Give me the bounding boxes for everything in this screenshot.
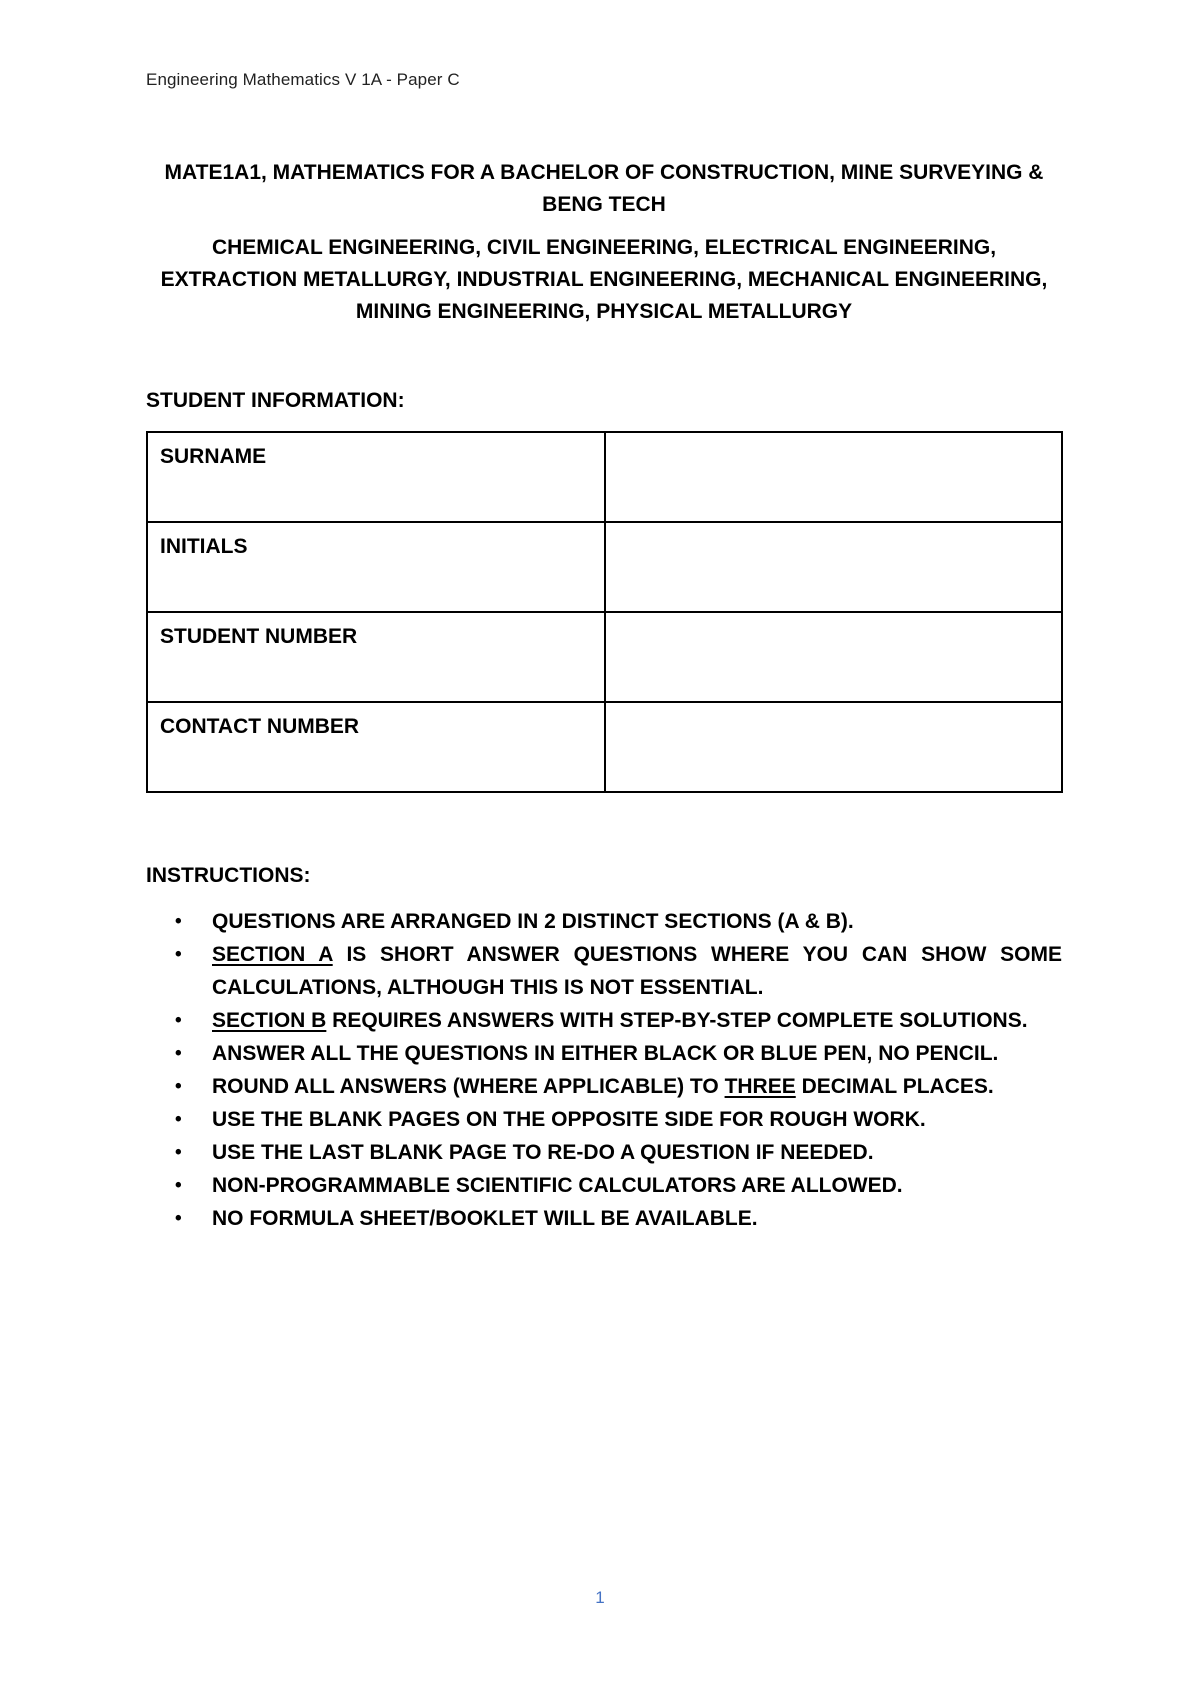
contact-number-field[interactable] [605,702,1062,792]
list-item [146,938,1062,1004]
bullet-icon: • [175,944,182,965]
student-info-heading: STUDENT INFORMATION: [146,389,405,412]
course-title: MATE1A1, MATHEMATICS FOR A BACHELOR OF CONSTRUCTION, MINE SURVEYING & BENG TECH [164,161,1044,216]
table-row [147,432,1062,522]
bullet-icon: • [175,1076,182,1097]
table-row [147,522,1062,612]
contact-number-label: CONTACT NUMBER [147,702,605,792]
initials-field[interactable] [605,522,1062,612]
instruction-text: IS SHORT ANSWER QUESTIONS WHERE YOU CAN SHOW SOME CALCULATIONS, ALTHOUGH THIS IS NOT ESSENTIAL. [212,943,1062,999]
list-item [146,1004,1062,1037]
instructions-list [146,905,1062,1235]
instruction-text: USE THE LAST BLANK PAGE TO RE-DO A QUESTION IF NEEDED. [212,1141,874,1164]
instruction-text: NO FORMULA SHEET/BOOKLET WILL BE AVAILABLE. [212,1207,758,1230]
bullet-icon: • [175,1175,182,1196]
instructions-heading: INSTRUCTIONS: [146,864,311,887]
bullet-icon: • [175,1043,182,1064]
bullet-icon: • [175,1142,182,1163]
instruction-text: QUESTIONS ARE ARRANGED IN 2 DISTINCT SECTIONS (A & B). [212,910,854,933]
instruction-text: USE THE BLANK PAGES ON THE OPPOSITE SIDE FOR ROUGH WORK. [212,1108,926,1131]
list-item [146,1136,1062,1169]
instruction-text: NON-PROGRAMMABLE SCIENTIFIC CALCULATORS ARE ALLOWED. [212,1174,903,1197]
list-item [146,1037,1062,1070]
student-info-table [146,431,1063,793]
programs-list: CHEMICAL ENGINEERING, CIVIL ENGINEERING, ELECTRICAL ENGINEERING, EXTRACTION METALLURGY, INDUSTRIAL ENGINEERING, MECHANICAL ENGINEERING, MINING ENGINEERING, PHYSICAL METALLURGY [160,236,1048,323]
table-row [147,612,1062,702]
instruction-text: ANSWER ALL THE QUESTIONS IN EITHER BLACK OR BLUE PEN, NO PENCIL. [212,1042,999,1065]
bullet-icon: • [175,1109,182,1130]
surname-field[interactable] [605,432,1062,522]
list-item [146,1103,1062,1136]
instruction-text: DECIMAL PLACES. [795,1075,994,1098]
section-a-label: SECTION A [212,943,333,966]
bullet-icon: • [175,1208,182,1229]
list-item [146,1070,1062,1103]
bullet-icon: • [175,911,182,932]
page-number: 1 [595,1588,605,1607]
running-header: Engineering Mathematics V 1A - Paper C [146,70,460,89]
section-b-label: SECTION B [212,1009,327,1032]
bullet-icon: • [175,1010,182,1031]
list-item [146,905,1062,938]
list-item [146,1169,1062,1202]
list-item [146,1202,1062,1235]
surname-label: SURNAME [147,432,605,522]
student-number-label: STUDENT NUMBER [147,612,605,702]
three-emphasis: THREE [724,1075,796,1098]
student-number-field[interactable] [605,612,1062,702]
instruction-text: ROUND ALL ANSWERS (WHERE APPLICABLE) TO [212,1075,725,1098]
initials-label: INITIALS [147,522,605,612]
table-row [147,702,1062,792]
instruction-text: REQUIRES ANSWERS WITH STEP-BY-STEP COMPLETE SOLUTIONS. [326,1009,1028,1032]
